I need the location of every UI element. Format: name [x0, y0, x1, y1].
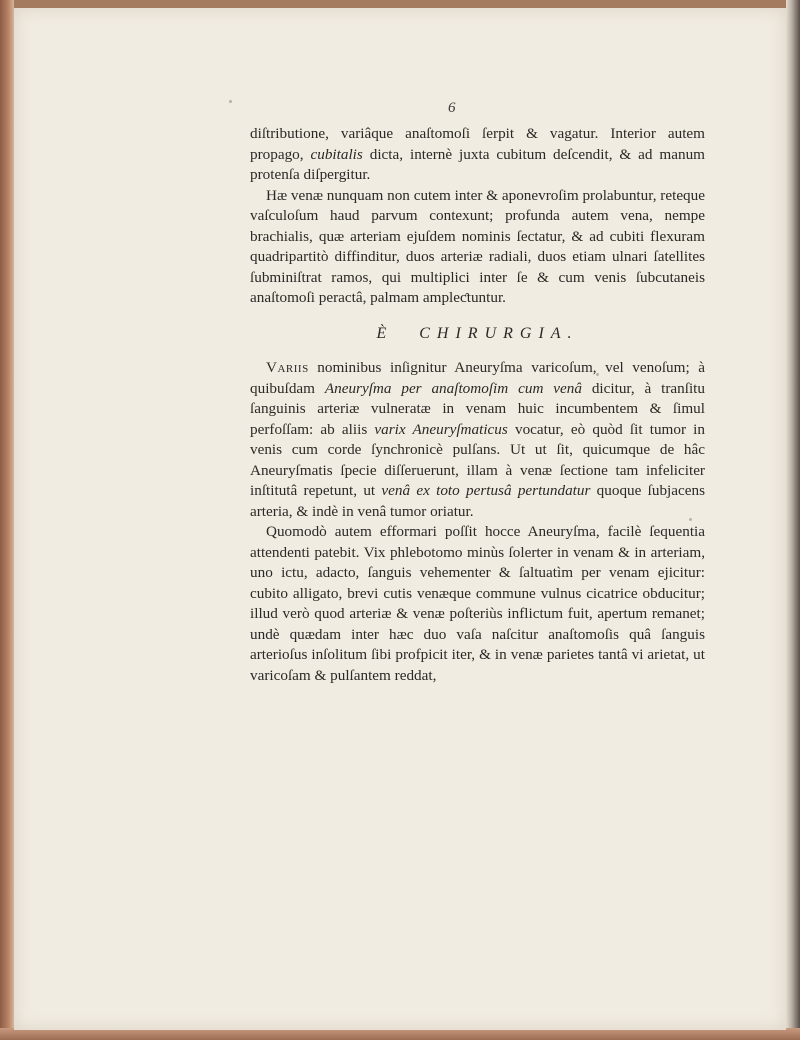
section-heading-prefix: È — [376, 324, 394, 342]
paragraph-formation: Quomodò autem efformari poſſit hocce Aneuryſma, facilè ſequentia attendenti patebit. Vix phlebotomo minùs ſolerter in venam & in arteriam, uno ictu, adacto, ſanguis vehementer & ſaltuatìm per venam ejicitur: cubito alligato, brevi cutis venæque commune vulnus cicatrice obducitur; illud verò quod arteriæ & venæ poſteriùs inflictum fuit, apertum remanet; undè quædam inter hæc duo vaſa naſcitur anaſtomoſis quâ ſanguis arterioſus inſolitum ſibi profpicit iter, & in venæ parietes tantâ vi arietat, ut varicoſam & pulſantem reddat, — [250, 523, 705, 684]
italic-term: venâ ex toto pertusâ pertundatur — [381, 482, 591, 499]
text-run: quoque ſubjacens arteria, & indè in venâ tumor oriatur. — [250, 482, 705, 520]
page-number: 6 — [448, 100, 456, 116]
text-run: nominibus inſignitur Aneuryſma varicoſum, vel venoſum; à quibuſdam — [250, 359, 705, 397]
paragraph-distribution — [250, 124, 705, 186]
section-heading — [250, 324, 705, 345]
italic-term: Aneuryſma per anaſtomoſim cum venâ — [324, 379, 582, 397]
paragraph-aneurysma-names — [250, 358, 705, 522]
book-spine-right-edge — [786, 0, 800, 1040]
italic-term: varix Aneuryſmaticus — [374, 420, 508, 438]
paragraph-venae: Hæ venæ nunquam non cutem inter & aponevroſim prolabuntur, reteque vaſculoſum haud parvum contexunt; profunda autem vena, nempe brachialis, quæ arteriam ejuſdem nominis ſectatur, & ad cubiti flexuram quadripartitò diffinditur, duos arteriæ radiali, duos etiam ulnari ſatellites ſubminiſtrat ramos, qui multiplici inter ſe & cum venis ſubcutaneis anaſtomoſi peractâ, palmam ampleƈtuntur. — [250, 186, 705, 306]
paper-speck — [229, 100, 232, 103]
text-run: dicta, internè juxta cubitum deſcendit, & ad manum protenſa diſpergitur. — [250, 145, 705, 183]
text-run: vocatur, eò quòd ſit tumor in venis cum corde ſynchronicè pulſans. Ut ut ſit, quicumque de hâc Aneuryſmatis ſpecie diſſeruerunt, illam à venæ ſectione tam infeliciter inſtitutâ repetunt, ut — [250, 420, 705, 499]
lead-word: Variis — [266, 359, 309, 376]
body-text — [250, 124, 705, 686]
book-cover-left-edge — [0, 0, 14, 1040]
text-run: diſtributione, variâque anaſtomoſi ſerpit & vagatur. Interior autem propago, — [250, 125, 705, 163]
text-run: dicitur, à tranſitu ſanguinis arteriæ vulneratæ in venam huic incumbentem & ſimul perfoſſam: ab aliis — [250, 379, 705, 438]
section-heading-title: CHIRURGIA. — [419, 324, 579, 342]
italic-term: cubitalis — [310, 145, 363, 163]
